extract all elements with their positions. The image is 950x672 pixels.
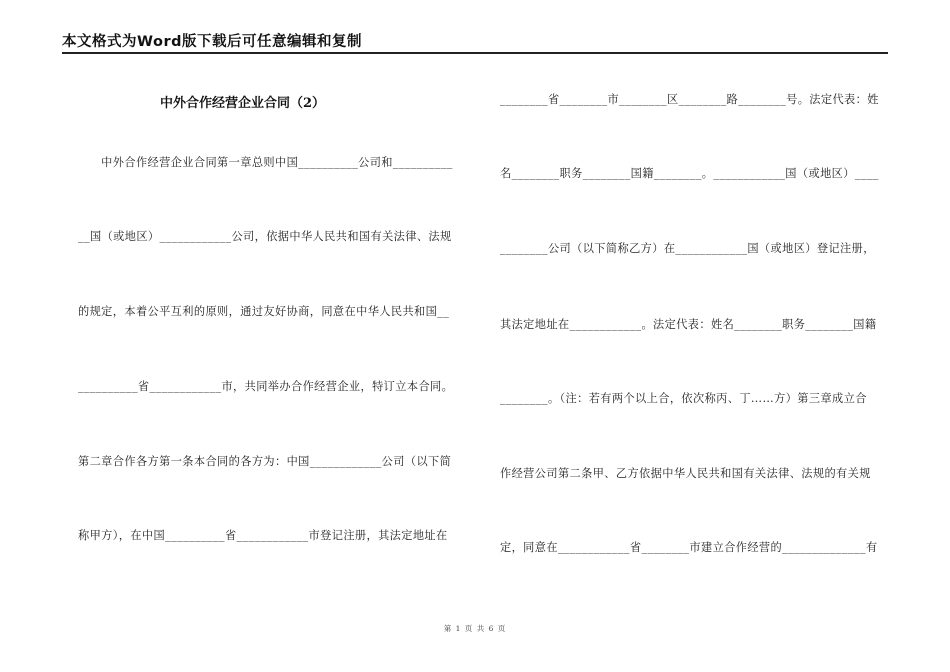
page-number: 第 1 页 共 6 页 — [443, 624, 507, 633]
body-line: ________公司（以下简称乙方）在____________国（或地区）登记注册， — [500, 242, 875, 255]
body-line: 定，同意在____________省________市建立合作经营的______________有 — [500, 541, 878, 554]
body-line: 作经营公司第二条甲、乙方依据中华人民共和国有关法律、法规的有关规 — [500, 467, 871, 480]
document-title: 中外合作经营企业合同（2） — [160, 96, 326, 111]
body-line: __国（或地区）____________公司，依据中华人民共和国有关法律、法规 — [78, 230, 452, 243]
body-line: __________省____________市，共同举办合作经营企业，特订立本合同。 — [78, 380, 454, 393]
header-divider — [62, 52, 888, 54]
body-line: ________省________市________区________路________号。法定代表：姓 — [500, 93, 879, 106]
body-line: 名________职务________国籍________。____________国（或地区）____ — [500, 167, 879, 180]
body-line: 其法定地址在____________。法定代表：姓名________职务________国籍 — [500, 318, 877, 331]
body-line: 称甲方），在中国__________省____________市登记注册，其法定地址在 — [78, 529, 448, 542]
body-line: 的规定，本着公平互利的原则，通过友好协商，同意在中华人民共和国__ — [78, 305, 450, 318]
download-banner: 本文格式为Word版下载后可任意编辑和复制 — [62, 34, 362, 50]
body-line: ________。（注：若有两个以上合，依次称丙、丁……方）第三章成立合 — [500, 392, 867, 405]
body-line: 中外合作经营企业合同第一章总则中国__________公司和__________ — [78, 156, 453, 169]
body-line: 第二章合作各方第一条本合同的各方为：中国____________公司（以下简 — [78, 455, 452, 468]
